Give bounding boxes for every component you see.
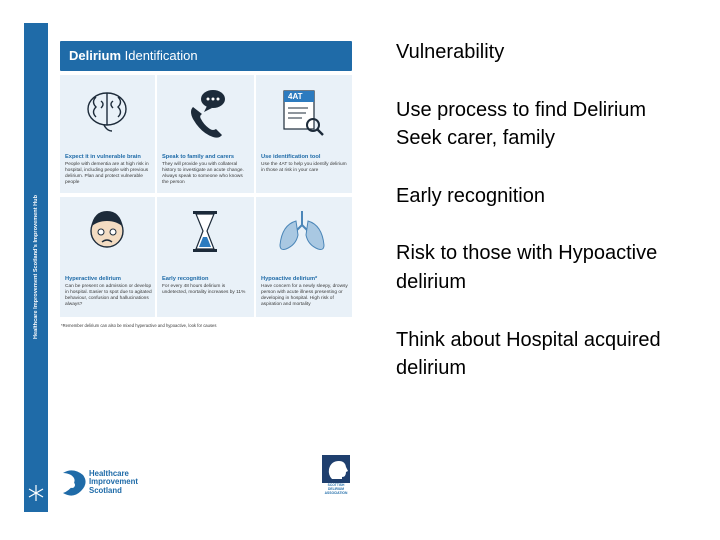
card-title: Hypoactive delirium*: [261, 276, 318, 282]
note-line: Use process to find Delirium: [396, 99, 647, 121]
delirium-identification-poster: [24, 23, 367, 512]
note-line: Early recognition: [396, 185, 545, 207]
poster-title-banner: [60, 41, 352, 71]
hourglass-icon: [157, 197, 254, 275]
his-logo-text: [89, 470, 138, 495]
card-text: Use the 4AT to help you identify delirium in those at risk in your care: [261, 162, 347, 173]
sda-logo-line: ASSOCIATION: [324, 491, 348, 495]
poster-title-rest: Identification: [121, 48, 198, 63]
poster-side-strip: [24, 23, 48, 512]
scottish-delirium-association-logo: [320, 455, 352, 503]
poster-footnote: *Remember delirium can also be mixed hyperactive and hypoactive, look for causes: [61, 323, 217, 328]
card-title: Expect it in vulnerable brain: [65, 154, 141, 160]
card-title: Early recognition: [162, 276, 209, 282]
his-logo-line: Healthcare: [89, 469, 129, 478]
card-vulnerable-brain: [60, 75, 155, 193]
card-text: People with dementia are at high risk in hospital, including people with previous delirium. Plan and protect vulnerable people: [65, 162, 149, 185]
4at-tool-icon: [256, 75, 352, 153]
note-line: delirium: [396, 357, 467, 379]
card-text: Have concern for a newly sleepy, drowsy person with acute illness presenting or developing in hospital. High risk of aspiration and mortality: [261, 284, 348, 307]
note-line: Think about Hospital acquired: [396, 329, 661, 351]
healthcare-improvement-scotland-logo: [58, 467, 178, 501]
distressed-face-icon: [60, 197, 155, 275]
his-logo-line: Scotland: [89, 485, 122, 495]
card-hypoactive-delirium: [256, 197, 352, 317]
card-text: Can be present on admission or develop in hospital. Easier to spot due to agitated behaviour, confusion and hallucinations always?: [65, 284, 152, 307]
sda-logo-line: DELIRIUM: [328, 487, 344, 491]
note-line: Seek carer, family: [396, 127, 555, 149]
his-logo-mark-icon: [58, 467, 88, 501]
card-early-recognition: [157, 197, 254, 317]
phone-icon: [157, 75, 254, 153]
his-logo-line: Improvement: [89, 477, 138, 487]
brain-icon: [60, 75, 155, 153]
sda-logo-text: [320, 483, 352, 495]
note-line: Vulnerability: [396, 41, 505, 63]
card-title: Speak to family and carers: [162, 154, 235, 160]
card-title: Hyperactive delirium: [65, 276, 121, 282]
poster-title-bold: Delirium: [69, 48, 122, 63]
card-text: For every 48 hours delirium is undetected, mortality increases by 11%: [162, 284, 246, 295]
card-text: They will provide you with collateral history to investigate an acute change. Always speak to someone who knows the person: [162, 162, 244, 185]
head-profile-icon: [322, 455, 350, 483]
note-line: Risk to those with Hypoactive: [396, 242, 658, 264]
lungs-icon: [256, 197, 352, 275]
4at-icon-label: 4AT: [288, 92, 303, 101]
card-family-carers: [157, 75, 254, 193]
side-strip-text: Healthcare Improvement Scotland's Improvement Hub: [33, 194, 39, 340]
card-identification-tool: [256, 75, 352, 193]
card-title: Use identification tool: [261, 154, 321, 160]
sda-logo-line: SCOTTISH: [327, 483, 345, 487]
card-hyperactive-delirium: [60, 197, 155, 317]
note-line: delirium: [396, 271, 467, 293]
snowflake-icon: [26, 483, 46, 503]
